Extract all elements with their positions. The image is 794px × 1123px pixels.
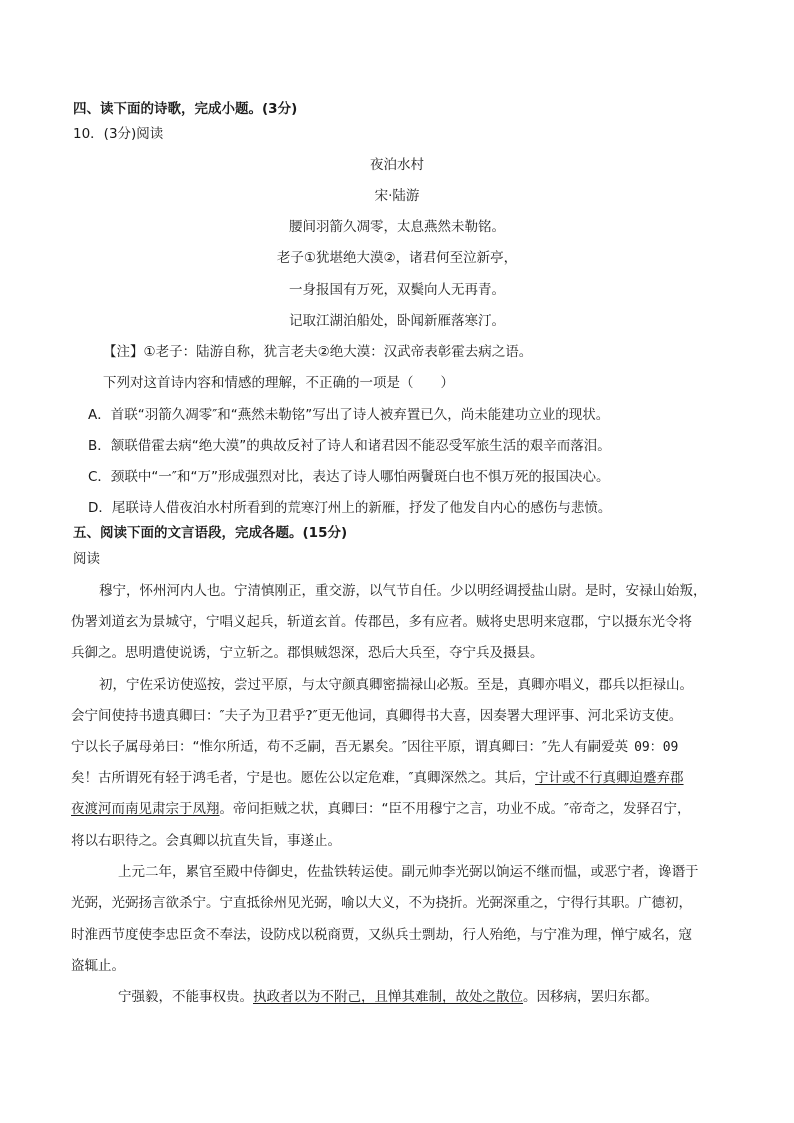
poem-title: 夜泊水村 <box>370 157 424 173</box>
passage-line <box>71 800 691 818</box>
underlined-text: 夜渡河而南见肃宗于凤翔 <box>71 801 220 817</box>
passage-text: 。因移病，罢归东都。 <box>523 989 658 1005</box>
poem-note: 【注】①老子：陆游自称，犹言老夫②绝大漠：汉武帝表彰霍去病之语。 <box>103 344 533 360</box>
passage-line: 时淮西节度使李忠臣贪不奉法，设防戍以税商贾，又纵兵士剽劫，行人殆绝，与宁准为理，惮宁威名，寇 <box>71 927 692 943</box>
passage-code: 09：09 <box>634 740 679 755</box>
passage-line: 将以右职待之。会真卿以抗直失旨，事遂止。 <box>71 833 341 849</box>
passage-text: 宁以长子属母弟曰：“惟尔所适，苟不乏嗣，吾无累矣。″因往平原，谓真卿曰：″先人有嗣爱英 <box>71 739 629 755</box>
passage-line: 伪署刘道玄为景城守，宁唱义起兵，斩道玄首。传郡邑，多有应者。贼将史思明来寇郡，宁以摄东光令将 <box>71 614 692 630</box>
passage-line: 穆宁，怀州河内人也。宁清慎刚正，重交游，以气节自任。少以明经调授盐山尉。是时，安禄山始叛， <box>99 583 707 599</box>
option-c: C．颈联中“一″和“万”形成强烈对比，表达了诗人哪怕两鬢斑白也不惧万死的报国决心。 <box>88 469 610 485</box>
option-a: A．首联“羽箭久凋零″和“燕然未勒铭”写出了诗人被弃置已久，尚未能建功立业的现状。 <box>88 407 610 423</box>
poem-line: 一身报国有万死，双鬓向人无再青。 <box>289 282 505 298</box>
passage-line: 上元二年，累官至殿中侍御史，佐盐铁转运使。副元帅李光弼以饷运不继而愠，或恶宁者，谗谮于 <box>118 864 699 880</box>
section5-heading: 五、阅读下面的文言语段，完成各题。(15分) <box>73 525 348 541</box>
underlined-text: 宁计或不行真卿迫蹙弃郡 <box>535 770 684 786</box>
passage-line: 盗辄止。 <box>71 958 125 974</box>
poem-line: 腰间羽箭久凋零，太息燕然未勒铭。 <box>289 219 505 235</box>
question-stem: 下列对这首诗内容和情感的理解，不正确的一项是（ ） <box>103 375 454 391</box>
section4-heading: 四、读下面的诗歌，完成小题。(3分) <box>73 101 298 117</box>
passage-line: 会宁间使持书遗真卿曰：″夫子为卫君乎?″更无他词，真卿得书大喜，因奏署大理评事、河北采访支使。 <box>71 708 683 724</box>
poem-line: 老子①犹堪绝大漠②，诸君何至泣新亭， <box>276 250 518 266</box>
option-d: D．尾联诗人借夜泊水村所看到的荒寒汀州上的新雁，抒发了他发自内心的感伤与悲愤。 <box>88 500 612 516</box>
passage-text: 。帝问拒贼之状，真卿曰：“臣不用穆宁之言，功业不成。″帝奇之，发驿召宁， <box>219 801 691 817</box>
poem-author: 宋·陆游 <box>374 188 420 204</box>
passage-line <box>71 738 678 757</box>
passage-line: 光弼，光弼扬言欲杀宁。宁直抵徐州见光弼，喻以大义，不为挠折。光弼深重之，宁得行其职。广德初， <box>71 895 692 911</box>
passage-line: 兵御之。思明遣使说诱，宁立斩之。郡惧贼怨深，恐后大兵至，夺宁兵及摄县。 <box>71 645 544 661</box>
passage-text: 宁强毅，不能事权贵。 <box>118 989 253 1005</box>
passage-line <box>118 988 658 1006</box>
passage-line <box>71 769 684 787</box>
poem-line: 记取江湖泊船处，卧闻新雁落寒汀。 <box>289 313 505 329</box>
option-b: B．颔联借霍去病“绝大漠”的典故反衬了诗人和诸君因不能忍受军旅生活的艰辛而落泪。 <box>88 438 611 454</box>
passage-line: 初，宁佐采访使巡按，尝过平原，与太守颜真卿密揣禄山必叛。至是，真卿亦唱义，郡兵以拒禄山。 <box>99 677 693 693</box>
passage-text: 矣！古所谓死有轻于鸿毛者，宁是也。愿佐公以定危难，″真卿深然之。其后， <box>71 770 536 786</box>
underlined-text: 执政者以为不附己，且惮其难制，故处之散位 <box>253 989 523 1005</box>
question-10-label: 10．(3分)阅读 <box>73 126 164 142</box>
read-label: 阅读 <box>73 551 100 567</box>
